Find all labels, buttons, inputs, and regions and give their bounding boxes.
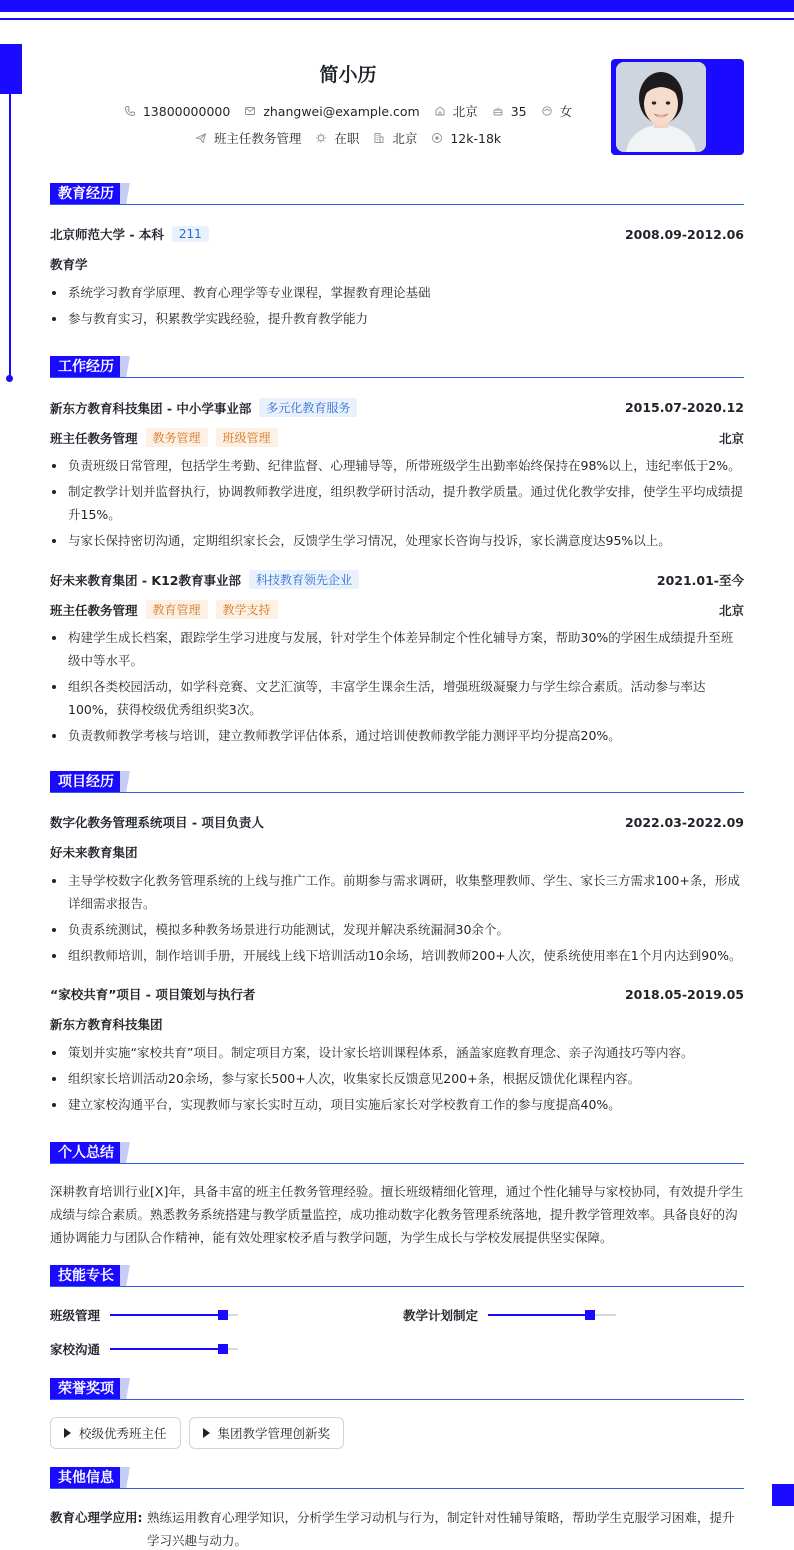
project-org: 新东方教育科技集团 [50, 1017, 163, 1032]
job-role: 班主任教务管理 [50, 430, 138, 446]
contact-row [50, 102, 646, 120]
gender-icon [541, 105, 553, 117]
salary-info [431, 131, 501, 146]
project-bullets [50, 1041, 744, 1119]
status-info [315, 129, 359, 147]
award-list [50, 1417, 344, 1449]
section-rule [50, 1488, 744, 1489]
section-title-tail [120, 1378, 134, 1400]
project-date: 2018.05-2019.05 [624, 986, 744, 1002]
job-role-row [50, 428, 744, 447]
list-item: 制定教学计划并监督执行，协调教师教学进度，组织教学研讨活动，提升教学质量。通过优化教学安排，使学生平均成绩提升15%。 [50, 480, 744, 526]
company-name: 好未来教育集团 - K12教育事业部 [50, 572, 241, 588]
building-icon [373, 132, 385, 144]
skill-item [50, 1306, 238, 1324]
project-date: 2022.03-2022.09 [624, 814, 744, 830]
skill-knob [585, 1310, 595, 1320]
skill-item [50, 1340, 238, 1358]
photo-frame [611, 59, 744, 155]
job-date: 2015.07-2020.12 [624, 400, 744, 415]
job-bullets [50, 626, 744, 750]
project-header [50, 985, 744, 1003]
email-address: zhangwei@example.com [263, 103, 420, 119]
list-item: 组织各类校园活动，如学科竞赛、文艺汇演等，丰富学生课余生活，增强班级凝聚力与学生综合素质。活动参与率达100%，获得校级优秀组织奖3次。 [50, 675, 744, 721]
section-education-title: 教育经历 [50, 183, 122, 205]
top-accent-bar [0, 0, 794, 12]
job-header [50, 570, 744, 589]
section-title-tail [120, 771, 134, 793]
other-info-label: 教育心理学应用: [50, 1510, 143, 1525]
section-work-header [50, 356, 744, 380]
gender-info [541, 102, 573, 120]
section-title-tail [120, 356, 134, 378]
phone-info [124, 104, 230, 119]
section-other-header [50, 1467, 744, 1491]
target-role: 班主任教务管理 [213, 131, 302, 146]
company-tag: 科技教育领先企业 [249, 570, 359, 589]
target-city: 北京 [392, 131, 418, 146]
list-item: 负责班级日常管理，包括学生考勤、纪律监督、心理辅导等，所带班级学生出勤率始终保持在98%以上，违纪率低于2%。 [50, 454, 744, 477]
section-title-tail [120, 1142, 134, 1164]
other-info-text: 熟练运用教育心理学知识，分析学生学习动机与行为，制定针对性辅导策略，帮助学生克服学习困难，提升学习兴趣与动力。 [147, 1510, 735, 1548]
corner-accent-block [772, 1484, 794, 1506]
section-rule [50, 204, 744, 205]
award-chip [50, 1417, 181, 1449]
skill-knob [218, 1310, 228, 1320]
skill-fill [488, 1314, 590, 1316]
skill-fill [110, 1314, 223, 1316]
profile-photo [616, 62, 706, 152]
education-bullets [50, 281, 744, 333]
section-rule [50, 792, 744, 793]
company-name: 新东方教育科技集团 - 中小学事业部 [50, 400, 252, 416]
section-summary-header [50, 1142, 744, 1166]
section-rule [50, 1399, 744, 1400]
mail-icon [244, 105, 256, 117]
skill-name: 家校沟通 [50, 1342, 101, 1357]
section-education-header [50, 183, 744, 207]
role-tag: 班级管理 [216, 428, 278, 447]
job-role: 班主任教务管理 [50, 602, 138, 618]
project-header [50, 813, 744, 831]
city: 北京 [452, 104, 478, 119]
section-awards-header [50, 1378, 744, 1402]
section-skills-header [50, 1265, 744, 1289]
age-info [492, 104, 527, 119]
age-icon [492, 105, 504, 117]
list-item: 组织家长培训活动20余场，参与家长500+人次，收集家长反馈意见200+条，根据反馈优化课程内容。 [50, 1067, 744, 1090]
job-bullets [50, 454, 744, 555]
salary-range: 12k-18k [450, 130, 502, 146]
project-bullets [50, 869, 744, 970]
job-location: 北京 [718, 430, 744, 446]
section-title-tail [120, 1265, 134, 1287]
section-title-tail [120, 183, 134, 205]
project-name: 数字化教务管理系统项目 - 项目负责人 [50, 815, 264, 830]
skill-name: 教学计划制定 [403, 1308, 479, 1323]
list-item: 负责教师教学考核与培训，建立教师教学评估体系，通过培训使教师教学能力测评平均分提高20%。 [50, 724, 744, 747]
play-icon [64, 1428, 71, 1438]
school-tag: 211 [172, 226, 209, 242]
city-info [434, 102, 478, 120]
section-rule [50, 377, 744, 378]
section-projects-title: 项目经历 [50, 771, 122, 793]
section-work-title: 工作经历 [50, 356, 122, 378]
candidate-name: 简小历 [319, 64, 377, 86]
left-accent-dot [6, 375, 13, 382]
location-icon [434, 105, 446, 117]
role-tag: 教务管理 [146, 428, 208, 447]
list-item: 参与教育实习，积累教学实践经验，提升教育教学能力 [50, 307, 744, 330]
section-rule [50, 1163, 744, 1164]
salary-icon [431, 132, 443, 144]
play-icon [203, 1428, 210, 1438]
other-info-item [50, 1506, 744, 1550]
role-tag: 教育管理 [146, 600, 208, 619]
left-accent-line [9, 94, 11, 378]
list-item: 系统学习教育学原理、教育心理学等专业课程，掌握教育理论基础 [50, 281, 744, 304]
top-accent-line [0, 18, 794, 20]
section-title-tail [120, 1467, 134, 1489]
list-item: 负责系统测试，模拟多种教务场景进行功能测试，发现并解决系统漏洞30余个。 [50, 918, 744, 941]
education-entry [50, 225, 744, 243]
section-rule [50, 1286, 744, 1287]
job-role-row [50, 600, 744, 619]
list-item: 与家长保持密切沟通，定期组织家长会，反馈学生学习情况，处理家长咨询与投诉，家长满意度达95%以上。 [50, 529, 744, 552]
job-location: 北京 [718, 602, 744, 618]
summary-text: 深耕教育培训行业[X]年，具备丰富的班主任教务管理经验。擅长班级精细化管理，通过个性化辅导与家校协同，有效提升学生成绩与综合素质。熟悉教务系统搭建与教学质量监控，成功推动数字化教务管理系统落地，提升教学管理效率。具备良好的沟通协调能力与团队合作精神，能有效处理家校矛盾与教学问题，为学生成长与学校发展提供坚实保障。 [50, 1184, 744, 1245]
left-accent-block [0, 44, 22, 94]
age: 35 [510, 103, 527, 119]
section-awards-title: 荣誉奖项 [50, 1378, 122, 1400]
award-name: 集团教学管理创新奖 [217, 1426, 331, 1441]
award-name: 校级优秀班主任 [79, 1426, 167, 1441]
section-skills-title: 技能专长 [50, 1265, 122, 1287]
job-header [50, 398, 744, 417]
skill-track [110, 1314, 238, 1316]
status-icon [315, 132, 327, 144]
list-item: 主导学校数字化教务管理系统的上线与推广工作。前期参与需求调研，收集整理教师、学生、家长三方需求100+条，形成详细需求报告。 [50, 869, 744, 915]
company-tag: 多元化教育服务 [259, 398, 357, 417]
section-other-title: 其他信息 [50, 1467, 122, 1489]
list-item: 构建学生成长档案，跟踪学生学习进度与发展，针对学生个体差异制定个性化辅导方案，帮助30%的学困生成绩提升至班级中等水平。 [50, 626, 744, 672]
intent-row [50, 129, 646, 147]
project-org: 好未来教育集团 [50, 845, 138, 860]
skill-fill [110, 1348, 223, 1350]
skill-track [110, 1348, 238, 1350]
education-date: 2008.09-2012.06 [624, 226, 744, 242]
education-major: 教育学 [50, 257, 88, 272]
target-city-info [373, 129, 417, 147]
job-date: 2021.01-至今 [656, 572, 744, 588]
section-summary-title: 个人总结 [50, 1142, 122, 1164]
section-projects-header [50, 771, 744, 795]
skill-item [403, 1306, 616, 1324]
project-name: “家校共育”项目 - 项目策划与执行者 [50, 987, 256, 1002]
award-chip [189, 1417, 345, 1449]
list-item: 建立家校沟通平台，实现教师与家长实时互动，项目实施后家长对学校教育工作的参与度提高40%。 [50, 1093, 744, 1116]
list-item: 策划并实施“家校共育”项目。制定项目方案，设计家长培训课程体系，涵盖家庭教育理念、亲子沟通技巧等内容。 [50, 1041, 744, 1064]
role-tag: 教学支持 [216, 600, 278, 619]
send-icon [195, 132, 207, 144]
phone-number: 13800000000 [142, 103, 231, 119]
skill-name: 班级管理 [50, 1308, 101, 1323]
target-role-info [195, 129, 302, 147]
school-name: 北京师范大学 - 本科 [50, 227, 164, 242]
email-info [244, 104, 419, 119]
phone-icon [124, 105, 136, 117]
skill-knob [218, 1344, 228, 1354]
skill-track [488, 1314, 616, 1316]
list-item: 组织教师培训，制作培训手册，开展线上线下培训活动10余场，培训教师200+人次，使系统使用率在1个月内达到90%。 [50, 944, 744, 967]
job-status: 在职 [334, 131, 360, 146]
gender: 女 [559, 104, 573, 119]
